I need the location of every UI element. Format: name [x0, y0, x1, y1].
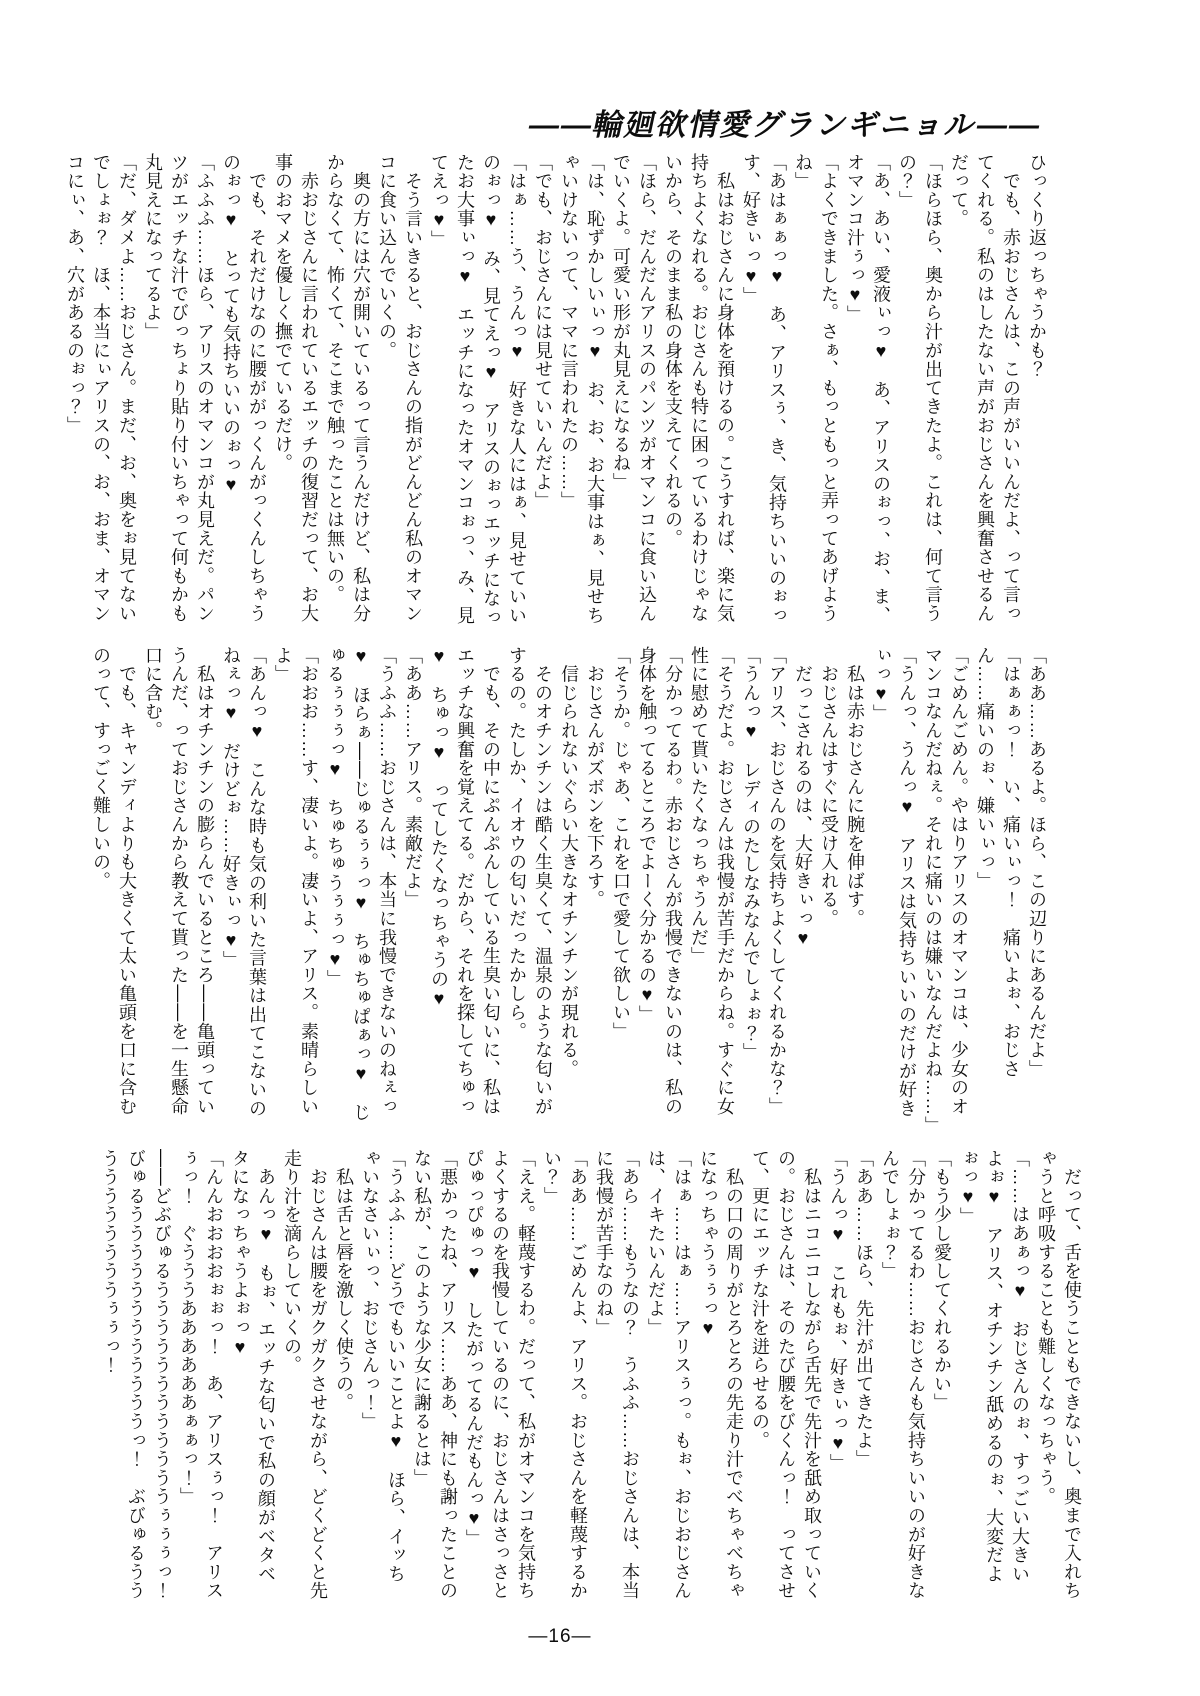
paragraph: 「はぁ……はぁ……アリスぅっ。もぉ、おじおじさんは、イキたいんだよ」: [646, 1149, 692, 1601]
paragraph: 奥の方には穴が開いているって言うんだけど、私は分からなくて、怖くて、そこまで触ったことは無いの。: [325, 153, 371, 623]
paragraph: 私はオチンチンの膨らんでいるところ――亀頭っていうんだ、っておじさんから教えて貰った――を一生懸命口に含む。: [143, 646, 215, 1116]
paragraph: 信じられないぐらい大きなオチンチンが現れる。: [559, 646, 579, 1079]
paragraph: 「あ、あい、愛液ぃっ♥ あ、アリスのぉっ、お、ま、オマンコ汁ぅっ♥」: [845, 153, 891, 625]
paragraph: 「あはぁぁっ♥ あ、アリスぅ、き、気持ちいいのぉっす、好きぃっ♥」: [741, 153, 787, 625]
paragraph: でも、赤おじさんは、この声がいいんだよ、って言ってくれる。私のはしたない声がおじさんを興奮させるんだって。: [949, 153, 1021, 623]
paragraph: 「ええ。軽蔑するわ。だって、私がオマンコを気持ちよくするのを我慢しているのに、おじさんはさっさとぴゅっぴゅっ♥ したがってるんだもんっ♥」: [464, 1149, 536, 1601]
paragraph: そう言いきると、おじさんの指がどんどん私のオマンコに食い込んでいくの。: [377, 153, 423, 623]
paragraph: 「うふふ……おじさんは、本当に我慢できないのねぇっ♥ ほらぁ――じゅるぅぅっ♥ ちゅちゅぱぁっ♥ じゅるぅぅぅっ♥ ちゅちゅうぅぅっ♥」: [325, 646, 397, 1122]
paragraph: でも、それだけなのに腰ががっくんがっくんしちゃうのぉっ♥ とっても気持ちいいのぉっ♥: [221, 153, 267, 623]
paragraph: 「ほらほら、奥から汁が出てきたよ。これは、何て言うの？」: [897, 153, 943, 623]
paragraph: でも、その中にぷんぷんしている生臭い匂いに、私はエッチな興奮を覚えてる。だから、それを探してちゅっ♥ ちゅっ♥ ってしたくなっちゃうの♥: [429, 646, 501, 1116]
paragraph: 「うんっ♥ これもぉ、好きぃっ♥」: [828, 1149, 848, 1473]
paragraph: ――どぶびゅるううううううううううううぅぅぅっ！ びゅるううううううううううううっ！ ぶびゅるううううううううううぅぅっ！: [100, 1149, 172, 1620]
paragraph: 「ああ……ほら、先汁が出てきたよ」: [854, 1149, 874, 1469]
paragraph: 「そうか。じゃあ、これを口で愛して欲しい」: [611, 646, 631, 1041]
paragraph: 「おおお……す、凄いよ。凄いよ、アリス。素晴らしいよ」: [273, 646, 319, 1116]
paragraph: 「悪かったね、アリス……ああ、神にも謝ったことのない私が、このような少女に謝るとは」: [412, 1149, 458, 1601]
paragraph: でも、キャンディよりも大きくて太い亀頭を口に含むのって、すっごく難しいの。: [91, 646, 137, 1116]
paragraph: おじさんはすぐに受け入れる。: [819, 646, 839, 928]
story-title: ――輪廻欲情愛グランギニョル――: [525, 109, 1045, 142]
paragraph: 私は舌と唇を激しく使うの。: [334, 1149, 354, 1413]
paragraph: 「あんっ♥ こんな時も気の利いた言葉は出てこないのねぇっ♥ だけどぉ……好きぃっ♥」: [221, 646, 267, 1118]
paragraph: 「は、恥ずかしいぃっ♥ お、お、お大事はぁ、見せちゃいけないって、ママに言われたの……」: [559, 153, 605, 625]
paragraph: 「そうだよ。おじさんは我慢が苦手だからね。すぐに女性に慰めて貰いたくなっちゃうんだ」: [689, 646, 735, 1116]
paragraph: 「よくできました。さぁ、もっともっと弄ってあげようね」: [793, 153, 839, 623]
paragraph: 「はぁ……う、うんっ♥ 好きな人にはぁ、見せていいのぉっ♥ み、見てえっ♥ アリスのぉっエッチになったお大事ぃっ♥ エッチになったオマンコぉっ、み、見てえっ♥」: [429, 153, 527, 627]
text-band-1: [58, 153, 1050, 640]
paragraph: 「ごめんごめん。やはりアリスのオマンコは、少女のオマンコなんだねぇ。それに痛いのは嫌いなんだよね……」: [923, 646, 969, 1135]
paragraph: 私はニコニコしながら舌先で先汁を舐め取っていくの。おじさんは、そのたび腰をびくんっ！ ってさせて、更にエッチな汁を迸らせるの。: [750, 1149, 822, 1601]
paragraph: あんっ♥ もぉ、エッチな匂いで私の顔がベタベタになっちゃうよぉっ♥: [230, 1149, 276, 1584]
paragraph: 「ああ……あるよ。ほら、この辺りにあるんだよ」: [1027, 646, 1047, 1079]
paragraph: ひっくり返っちゃうかも？: [1027, 153, 1047, 379]
paragraph: 赤おじさんに言われているエッチの復習だって、お大事のおマメを優しく撫でているだけ。: [273, 153, 319, 623]
paragraph: 「分かってるわ……おじさんも気持ちいいのが好きなんでしょぉ？」: [880, 1149, 926, 1601]
paragraph: 「うんっ♥ レディのたしなみなんでしょぉ？」: [741, 646, 761, 1062]
page-number: ―16―: [528, 1626, 592, 1647]
paragraph: 「ああ……アリス。素敵だよ」: [403, 646, 423, 910]
paragraph: 「んんおおおおぉぉっ！ あ、アリスぅっ！ アリスぅっ！ ぐうううああああああぁぁっ！」: [178, 1149, 224, 1601]
paragraph: 「うんっ、うんっ♥ アリスは気持ちいいのだけが好きぃっ♥」: [871, 646, 917, 1118]
text-band-2: [58, 646, 1050, 1135]
text-band-3: [58, 1149, 1085, 1620]
paragraph: 「……はあぁっ♥ おじさんのぉ、すっごい大きいよぉ♥ アリス、オチンチン舐めるのぉ、大変だよぉっ♥」: [958, 1149, 1030, 1584]
paragraph: 「ああ……ごめんよ、アリス。おじさんを軽蔑するかい？」: [542, 1149, 588, 1601]
paragraph: 「アリス、おじさんのを気持ちよくしてくれるかな？」: [767, 646, 787, 1116]
paragraph: おじさんがズボンを下ろす。: [585, 646, 605, 910]
paragraph: だっこされるのは、大好きぃっ♥: [793, 646, 813, 949]
paragraph: 「でも、おじさんには見せていいんだよ」: [533, 153, 553, 511]
paragraph: 私の口の周りがとろとろの先走り汁でべちゃべちゃになっちゃうぅぅっ♥: [698, 1149, 744, 1601]
paragraph: 「だ、ダメよ……おじさん。まだ、お、奥をぉ見てないでしょぉ？ ほ、本当にぃアリスの、お、おま、オマンコにぃ、あ、穴があるのぉっ？」: [65, 153, 137, 623]
paragraph: おじさんは腰をガクガクさせながら、どくどくと先走り汁を滴らしていくの。: [282, 1149, 328, 1601]
paragraph: 「はぁぁっ！ い、痛いぃっ！ 痛いよぉ、おじさん……痛いのぉ、嫌いぃっ」: [975, 646, 1021, 1079]
paragraph: 「うふふ……どうでもいいことよ♥ ほら、イッちゃいなさいぃっ、おじさんっ！」: [360, 1149, 406, 1584]
paragraph: 「ほら、だんだんアリスのパンツがオマンコに食い込んでいくよ。可愛い形が丸見えになるね」: [611, 153, 657, 623]
paragraph: そのオチンチンは酷く生臭くて、温泉のような匂いがするの。たしか、イオウの匂いだったかしら。: [507, 646, 553, 1116]
paragraph: 私は赤おじさんに腕を伸ばす。: [845, 646, 865, 928]
paragraph: 「あら……もうなの？ うふふ……おじさんは、本当に我慢が苦手なのね」: [594, 1149, 640, 1601]
paragraph: 「分かってるわ。赤おじさんが我慢できないのは、私の身体を触ってるところでよーく分かるの♥」: [637, 646, 683, 1116]
paragraph: 私はおじさんに身体を預けるの。こうすれば、楽に気持ちよくなれる。おじさんも特に困っているわけじゃないから、そのまま私の身体を支えてくれるの。: [663, 153, 735, 623]
paragraph: だって、舌を使うこともできないし、奥まで入れちゃうと呼吸することも難しくなっちゃう。: [1036, 1149, 1082, 1601]
paragraph: 「もう少し愛してくれるかい」: [932, 1149, 952, 1413]
paragraph: 「ふふふ……ほら、アリスのオマンコが丸見えだ。パンツがエッチな汁でびっちょり貼り付いちゃって何もかも丸見えになってるよ」: [143, 153, 215, 623]
